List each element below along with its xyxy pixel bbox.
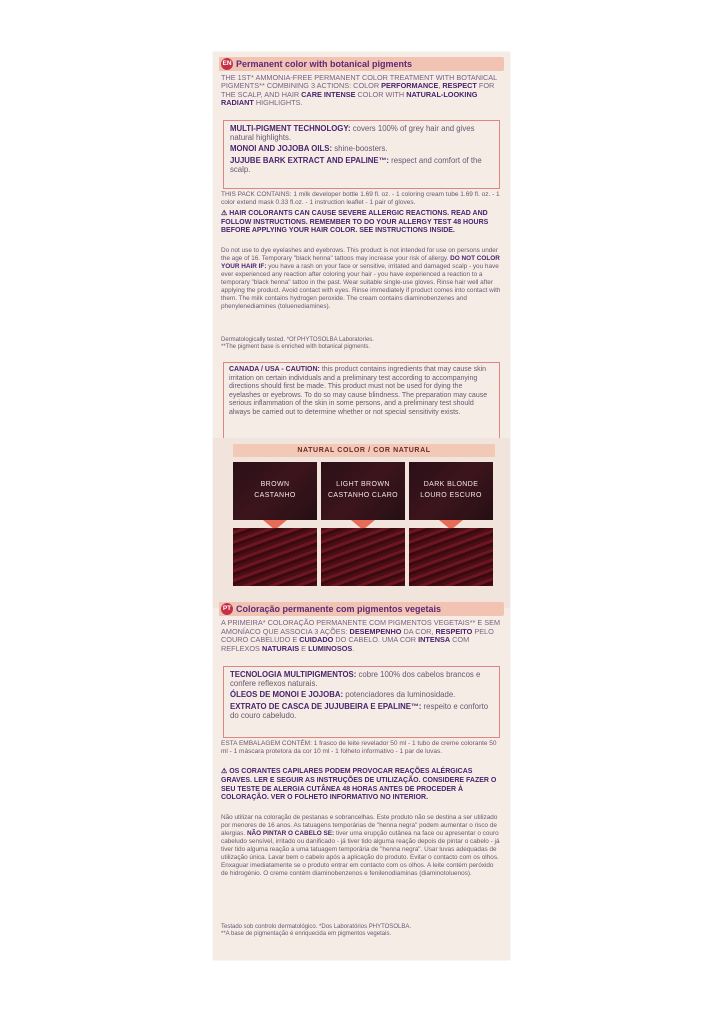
pt-section-header <box>219 602 504 616</box>
en-allergy-warning: ⚠ HAIR COLORANTS CAN CAUSE SEVERE ALLERGIC REACTIONS. READ AND FOLLOW INSTRUCTIONS. REMEMBER TO DO YOUR ALLERGY TEST 48 HOURS BEFORE APPLYING YOUR HAIR COLOR. SEE INSTRUCTIONS INSIDE. <box>221 210 489 235</box>
swatch-result-2 <box>321 528 405 586</box>
swatch-before-light-brown: LIGHT BROWN CASTANHO CLARO <box>321 462 405 520</box>
swatch-result-1 <box>233 528 317 586</box>
swatch-before-dark-blonde: DARK BLONDE LOURO ESCURO <box>409 462 493 520</box>
pt-badge: PT <box>221 603 233 615</box>
pt-benefit-2: ÓLEOS DE MONOI E JOJOBA: potenciadores da luminosidade. <box>230 690 456 700</box>
product-panel <box>213 52 510 960</box>
en-footnotes: Dermatologically tested. *Of PHYTOSOLBA Laboratories. **The pigment base is enriched with botanical pigments. <box>221 337 374 351</box>
en-title: Permanent color with botanical pigments <box>236 59 413 69</box>
pt-usage-text: Não utilizar na coloração de pestanas e sobrancelhas. Este produto não se destina a ser utilizado por menores de 16 anos. As tatuagens temporárias de "henna negra" podem aumentar o risco de alergias. NÃO PINTAR O CABELO SE: tiver uma erupção cutânea na face ou apresentar o couro cabeludo sensível, irritado ou danificado - já tiver tido alguma reação depois de pintar o cabelo - já tiver tido alguma reação a uma tatuagem temporária de "henna negra". Usar luvas adequadas de utilização única. Lavar bem o cabelo após a aplicação do produto. Evitar o contacto com os olhos. Enxaguar imediatamente se o produto entrar em contacto com os olhos. A leite contém peróxido de hidrogénio. O creme contém diaminobenzenos e fenilenodiaminas (diaminotoluenos). <box>221 814 500 877</box>
en-section-header <box>219 57 504 71</box>
pt-allergy-warning: ⚠ OS CORANTES CAPILARES PODEM PROVOCAR REAÇÕES ALÉRGICAS GRAVES. LER E SEGUIR AS INSTRUÇÕES DE UTILIZAÇÃO. CONSIDERE FAZER O SEU TESTE DE ALERGIA CUTÂNEA 48 HORAS ANTES DE PROCEDER À COLORAÇÃO. VER O FOLHETO INFORMATIVO NO INTERIOR. <box>221 768 497 802</box>
en-intro: THE 1ST* AMMONIA-FREE PERMANENT COLOR TREATMENT WITH BOTANICAL PIGMENTS** COMBINING 3 ACTIONS: COLOR PERFORMANCE, RESPECT FOR THE SCALP, AND HAIR CARE INTENSE COLOR WITH NATURAL-LOOKING RADIANT HIGHLIGHTS. <box>221 73 497 108</box>
en-benefit-1: MULTI-PIGMENT TECHNOLOGY: covers 100% of grey hair and gives natural highlights. <box>230 124 475 143</box>
pt-intro: A PRIMEIRA* COLORAÇÃO PERMANENTE COM PIGMENTOS VEGETAIS** E SEM AMONÍACO QUE ASSOCIA 3 AÇÕES: DESEMPENHO DA COR, RESPEITO PELO COURO CABELUDO E CUIDADO DO CABELO. UMA COR INTENSA COM REFLEXOS NATURAIS E LUMINOSOS. <box>221 618 501 653</box>
caution-text: this product contains ingredients that may cause skin irritation on certain individuals and a preliminary test according to accompanying directions should first be made. This product must not be used for dying the eyelashes or eyebrows. To do so may cause blindness. The preparation may cause serious inflammation of the skin in some persons, and a preliminary test should always be carried out to determine whether or not special sensitivity exists. <box>229 366 488 416</box>
pt-title: Coloração permanente com pigmentos vegetais <box>236 604 442 614</box>
pt-footnotes: Testado sob controlo dermatológico. *Dos Laboratórios PHYTOSOLBA. **A base de pigmentação é enriquecida em pigmentos vegetais. <box>221 924 411 938</box>
en-pack-contents: THIS PACK CONTAINS: 1 milk developer bottle 1.69 fl. oz. - 1 coloring cream tube 1.69 fl. oz. - 1 color extend mask 0.33 fl.oz. - 1 instruction leaflet - 1 pair of gloves. <box>221 191 500 206</box>
pt-benefits-box <box>223 666 500 738</box>
pt-benefit-3: EXTRATO DE CASCA DE JUJUBEIRA E EPALINE™: respeito e conforto do couro cabeludo. <box>230 701 489 720</box>
caution-box <box>223 362 500 440</box>
swatch-before-brown: BROWN CASTANHO <box>233 462 317 520</box>
pt-benefit-1: TECNOLOGIA MULTIPIGMENTOS: cobre 100% dos cabelos brancos e confere reflexos naturais. <box>230 670 481 689</box>
en-benefit-3: JUJUBE BARK EXTRACT AND EPALINE™: respect and comfort of the scalp. <box>230 155 482 174</box>
swatch-result-3 <box>409 528 493 586</box>
en-benefit-2: MONOI AND JOJOBA OILS: shine-boosters. <box>230 144 388 154</box>
pt-pack-contents: ESTA EMBALAGEM CONTÉM: 1 frasco de leite revelador 50 ml - 1 tubo de creme colorante 50 ml - 1 máscara protetora da cor 10 ml - 1 folheto informativo - 1 par de luvas. <box>221 740 497 756</box>
caution-title: CANADA / USA - CAUTION: <box>229 366 320 373</box>
en-badge: EN <box>221 58 233 70</box>
natural-color-header: NATURAL COLOR / COR NATURAL <box>233 444 495 457</box>
en-benefits-box <box>223 120 500 189</box>
en-usage-text: Do not use to dye eyelashes and eyebrows. This product is not intended for use on persons under the age of 16. Temporary "black henna" tattoos may increase your risk of allergy. DO NOT COLOR YOUR HAIR IF: you have a rash on your face or sensitive, irritated and damaged scalp - you have ever experienced any reaction after coloring your hair - you have experienced a reaction to a temporary "black henna" tattoo in the past. Wear suitable single-use gloves. Rinse hair well after applying the product. Avoid contact with eyes. Rinse immediately if product comes into contact with them. The milk contains hydrogen peroxide. The cream contains diaminobenzenes and phenylenediamines (toluenediamines). <box>221 247 501 310</box>
